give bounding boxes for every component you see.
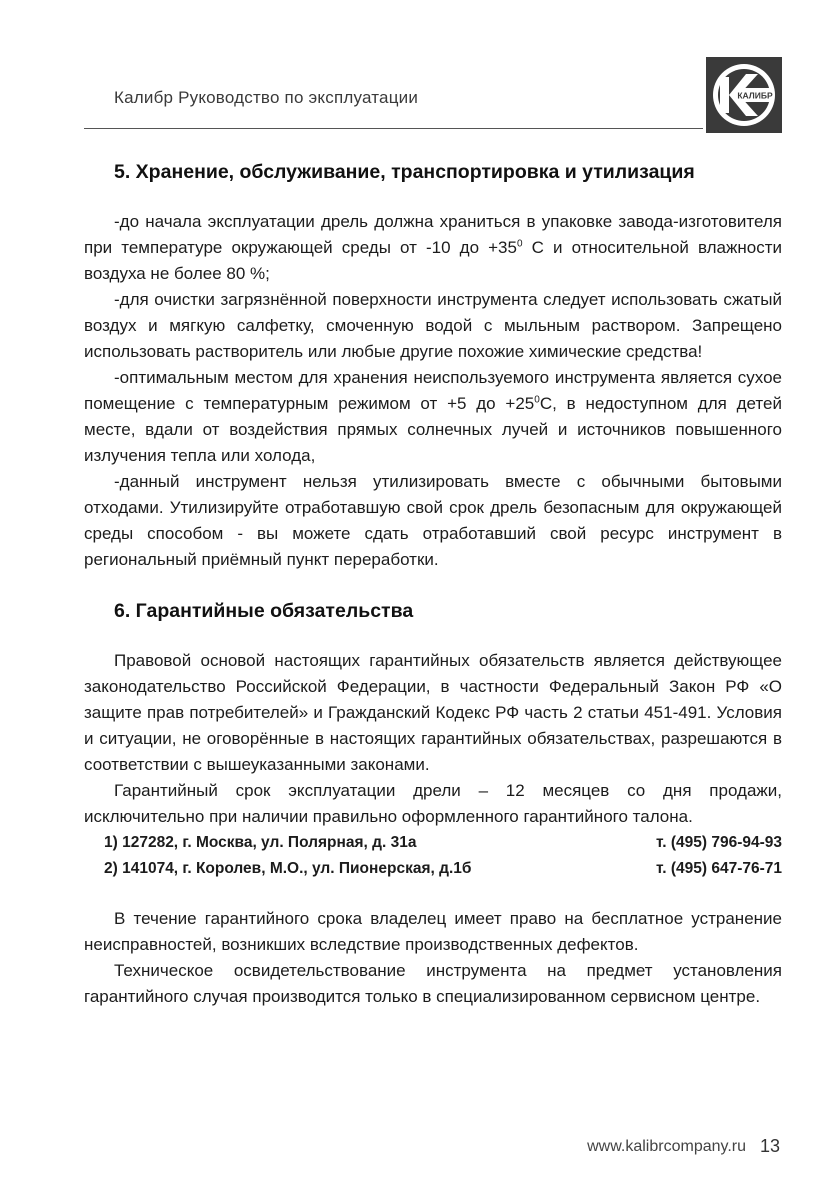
section-6-paragraph-3: В течение гарантийного срока владелец имеет право на бесплатное устранение неисправностей, возникших вследствие производственных дефектов.	[84, 909, 782, 954]
page-content	[84, 156, 782, 1010]
header-divider	[84, 128, 703, 129]
page-header-title: Калибр Руководство по эксплуатации	[114, 88, 419, 107]
logo-text: КАЛИБР	[737, 90, 773, 101]
section-5-paragraph-4: -данный инструмент нельзя утилизировать вместе с обычными бытовыми отходами. Утилизируйте отработавшую свой срок дрель безопасным для окружающей среды способом - вы можете сдать отработавший свой ресурс инструмент в региональный приёмный пункт переработки.	[84, 472, 782, 569]
section-5-paragraph-2: -для очистки загрязнённой поверхности инструмента следует использовать сжатый воздух и мягкую салфетку, смоченную водой с мыльным раствором. Запрещено использовать растворитель или любые другие похожие химические средства!	[84, 290, 782, 361]
service-center-address: 2) 141074, г. Королев, М.О., ул. Пионерская, д.1б	[104, 860, 472, 877]
section-6-paragraph-1: Правовой основой настоящих гарантийных обязательств является действующее законодательство Российской Федерации, в частности Федеральный Закон РФ «О защите прав потребителей» и Гражданский Кодекс РФ часть 2 статьи 451-491. Условия и ситуации, не оговорённые в настоящих гарантийных обязательствах, разрешаются в соответствии с вышеуказанными законами.	[84, 651, 782, 774]
service-center-address: 1) 127282, г. Москва, ул. Полярная, д. 31а	[104, 834, 417, 851]
section-6-paragraph-2: Гарантийный срок эксплуатации дрели – 12 месяцев со дня продажи, исключительно при наличии правильно оформленного гарантийного талона.	[84, 781, 782, 826]
section-6-paragraph-4: Техническое освидетельствование инструмента на предмет установления гарантийного случая производится только в специализированном сервисном центре.	[84, 961, 782, 1006]
kalibr-logo-icon	[706, 57, 782, 133]
section-5-heading: 5. Хранение, обслуживание, транспортировка и утилизация	[114, 161, 695, 183]
service-center-phone: т. (495) 647-76-71	[656, 860, 782, 877]
footer-website: www.kalibrcompany.ru	[587, 1138, 746, 1155]
service-center-row	[84, 830, 782, 856]
service-center-phone: т. (495) 796-94-93	[656, 834, 782, 851]
section-5-paragraph-1: -до начала эксплуатации дрель должна храниться в упаковке завода-изготовителя при температуре окружающей среды от -10 до $+35^0$ С и относительной влажности воздуха не более 80 %;	[84, 212, 783, 283]
service-center-row	[84, 856, 782, 882]
section-6-heading: 6. Гарантийные обязательства	[114, 600, 414, 622]
section-5-paragraph-3: -оптимальным местом для хранения неиспользуемого инструмента является сухое помещение с температурным режимом от +5 до $+25^0С$, в недоступном для детей месте, вдали от воздействия прямых солнечных лучей и источников повышенного излучения тепла или холода,	[84, 368, 782, 465]
page-number: 13	[760, 1136, 781, 1156]
